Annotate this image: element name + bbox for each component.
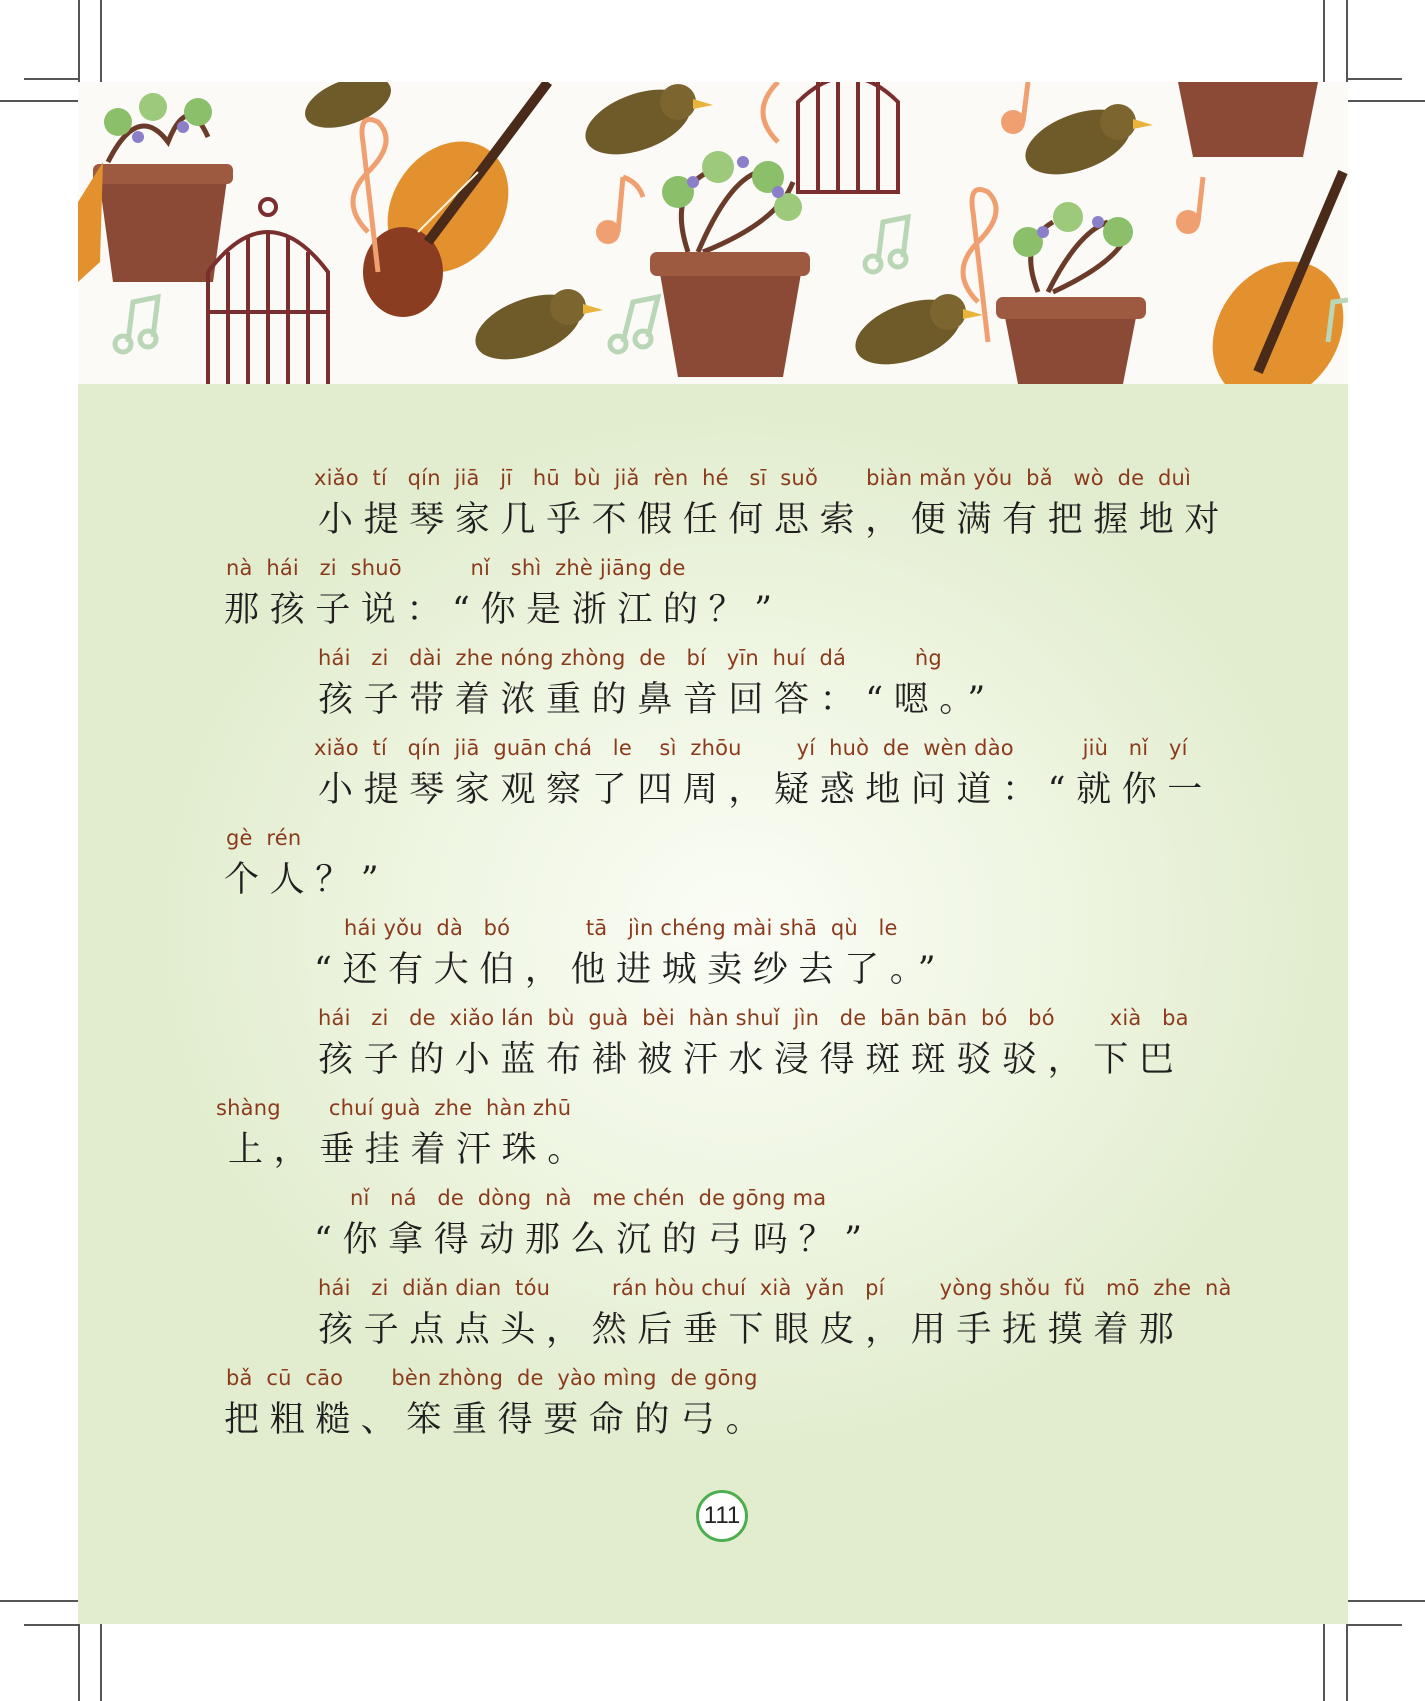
violin-icon xyxy=(1186,172,1348,384)
crop-mark xyxy=(100,1624,102,1701)
potted-plant-icon xyxy=(1178,82,1318,157)
potted-plant-icon xyxy=(996,202,1146,384)
crop-mark xyxy=(1323,1624,1325,1701)
text-line xyxy=(78,916,1348,1006)
potted-plant-icon xyxy=(650,151,810,377)
music-note-icon xyxy=(596,177,643,244)
pinyin-row: nǐ ná de dòng nà me chén de gōng ma xyxy=(350,1186,827,1210)
music-note-icon xyxy=(610,297,658,352)
text-line xyxy=(78,1186,1348,1276)
page-number: 111 xyxy=(696,1490,748,1542)
hanzi-row: 上，垂挂着汗珠。 xyxy=(228,1130,593,1170)
bird-icon xyxy=(467,282,603,372)
bird-icon xyxy=(847,287,983,377)
hanzi-row: 孩子带着浓重的鼻音回答：“嗯。” xyxy=(318,680,996,720)
pinyin-row: nà hái zi shuō nǐ shì zhè jiāng de xyxy=(226,556,686,580)
crop-mark xyxy=(1346,0,1348,82)
crop-mark xyxy=(1346,78,1402,80)
text-line xyxy=(78,1096,1348,1186)
text-line xyxy=(78,1006,1348,1096)
crop-mark xyxy=(0,1600,78,1602)
crop-mark xyxy=(78,0,80,82)
music-note-icon xyxy=(1176,177,1203,234)
hanzi-row: 小提琴家观察了四周，疑惑地问道：“就你一 xyxy=(318,770,1213,810)
pinyin-row: hái zi diǎn dian tóu rán hòu chuí xià yǎn pí yòng shǒu fǔ mō zhe nà xyxy=(318,1276,1232,1300)
hanzi-row: 小提琴家几乎不假任何思索，便满有把握地对 xyxy=(318,500,1231,540)
pinyin-row: xiǎo tí qín jiā jī hū bù jiǎ rèn hé sī suǒ biàn mǎn yǒu bǎ wò de duì xyxy=(314,466,1192,490)
birdcage-icon xyxy=(208,199,328,384)
pinyin-row: shàng chuí guà zhe hàn zhū xyxy=(216,1096,572,1120)
birdcage-icon xyxy=(798,82,898,192)
text-line xyxy=(78,646,1348,736)
music-note-icon xyxy=(115,297,158,352)
pinyin-row: hái yǒu dà bó tā jìn chéng mài shā qù le xyxy=(344,916,898,940)
crop-mark xyxy=(1348,1600,1425,1602)
hanzi-row: “还有大伯，他进城卖纱去了。” xyxy=(314,950,947,990)
story-text-panel xyxy=(78,384,1348,1624)
crop-mark xyxy=(1346,1624,1402,1626)
treble-clef-icon xyxy=(963,190,996,343)
music-note-icon xyxy=(865,217,908,272)
hanzi-row: 个人？” xyxy=(224,860,390,900)
bird-icon xyxy=(577,82,713,167)
crop-mark xyxy=(24,1624,80,1626)
hanzi-row: 那孩子说：“你是浙江的？” xyxy=(224,590,783,630)
pinyin-row: bǎ cū cāo bèn zhòng de yào mìng de gōng xyxy=(226,1366,758,1390)
text-line xyxy=(78,466,1348,556)
hanzi-row: 把粗糙、笨重得要命的弓。 xyxy=(224,1400,772,1440)
text-line xyxy=(78,556,1348,646)
crop-mark xyxy=(24,78,80,80)
treble-clef-icon xyxy=(763,82,778,142)
hanzi-row: 孩子的小蓝布褂被汗水浸得斑斑驳驳，下巴 xyxy=(318,1040,1185,1080)
crop-mark xyxy=(1348,100,1425,102)
violin-icon xyxy=(78,162,103,282)
text-line xyxy=(78,1276,1348,1366)
pinyin-row: xiǎo tí qín jiā guān chá le sì zhōu yí huò de wèn dào jiù nǐ yí xyxy=(314,736,1188,760)
text-line xyxy=(78,1366,1348,1456)
pinyin-row: gè rén xyxy=(226,826,302,850)
pinyin-row: hái zi de xiǎo lán bù guà bèi hàn shuǐ jìn de bān bān bó bó xià ba xyxy=(318,1006,1189,1030)
bird-icon xyxy=(1017,97,1153,187)
header-illustration xyxy=(78,82,1348,384)
hanzi-row: “你拿得动那么沉的弓吗？” xyxy=(314,1220,873,1260)
pinyin-row: hái zi dài zhe nóng zhòng de bí yīn huí dá ǹg xyxy=(318,646,942,670)
crop-mark xyxy=(0,100,78,102)
text-line xyxy=(78,826,1348,916)
music-note-icon xyxy=(1001,82,1028,134)
hanzi-row: 孩子点点头，然后垂下眼皮，用手抚摸着那 xyxy=(318,1310,1185,1350)
violin-icon xyxy=(363,82,548,317)
potted-plant-icon xyxy=(93,93,233,282)
text-line xyxy=(78,736,1348,826)
